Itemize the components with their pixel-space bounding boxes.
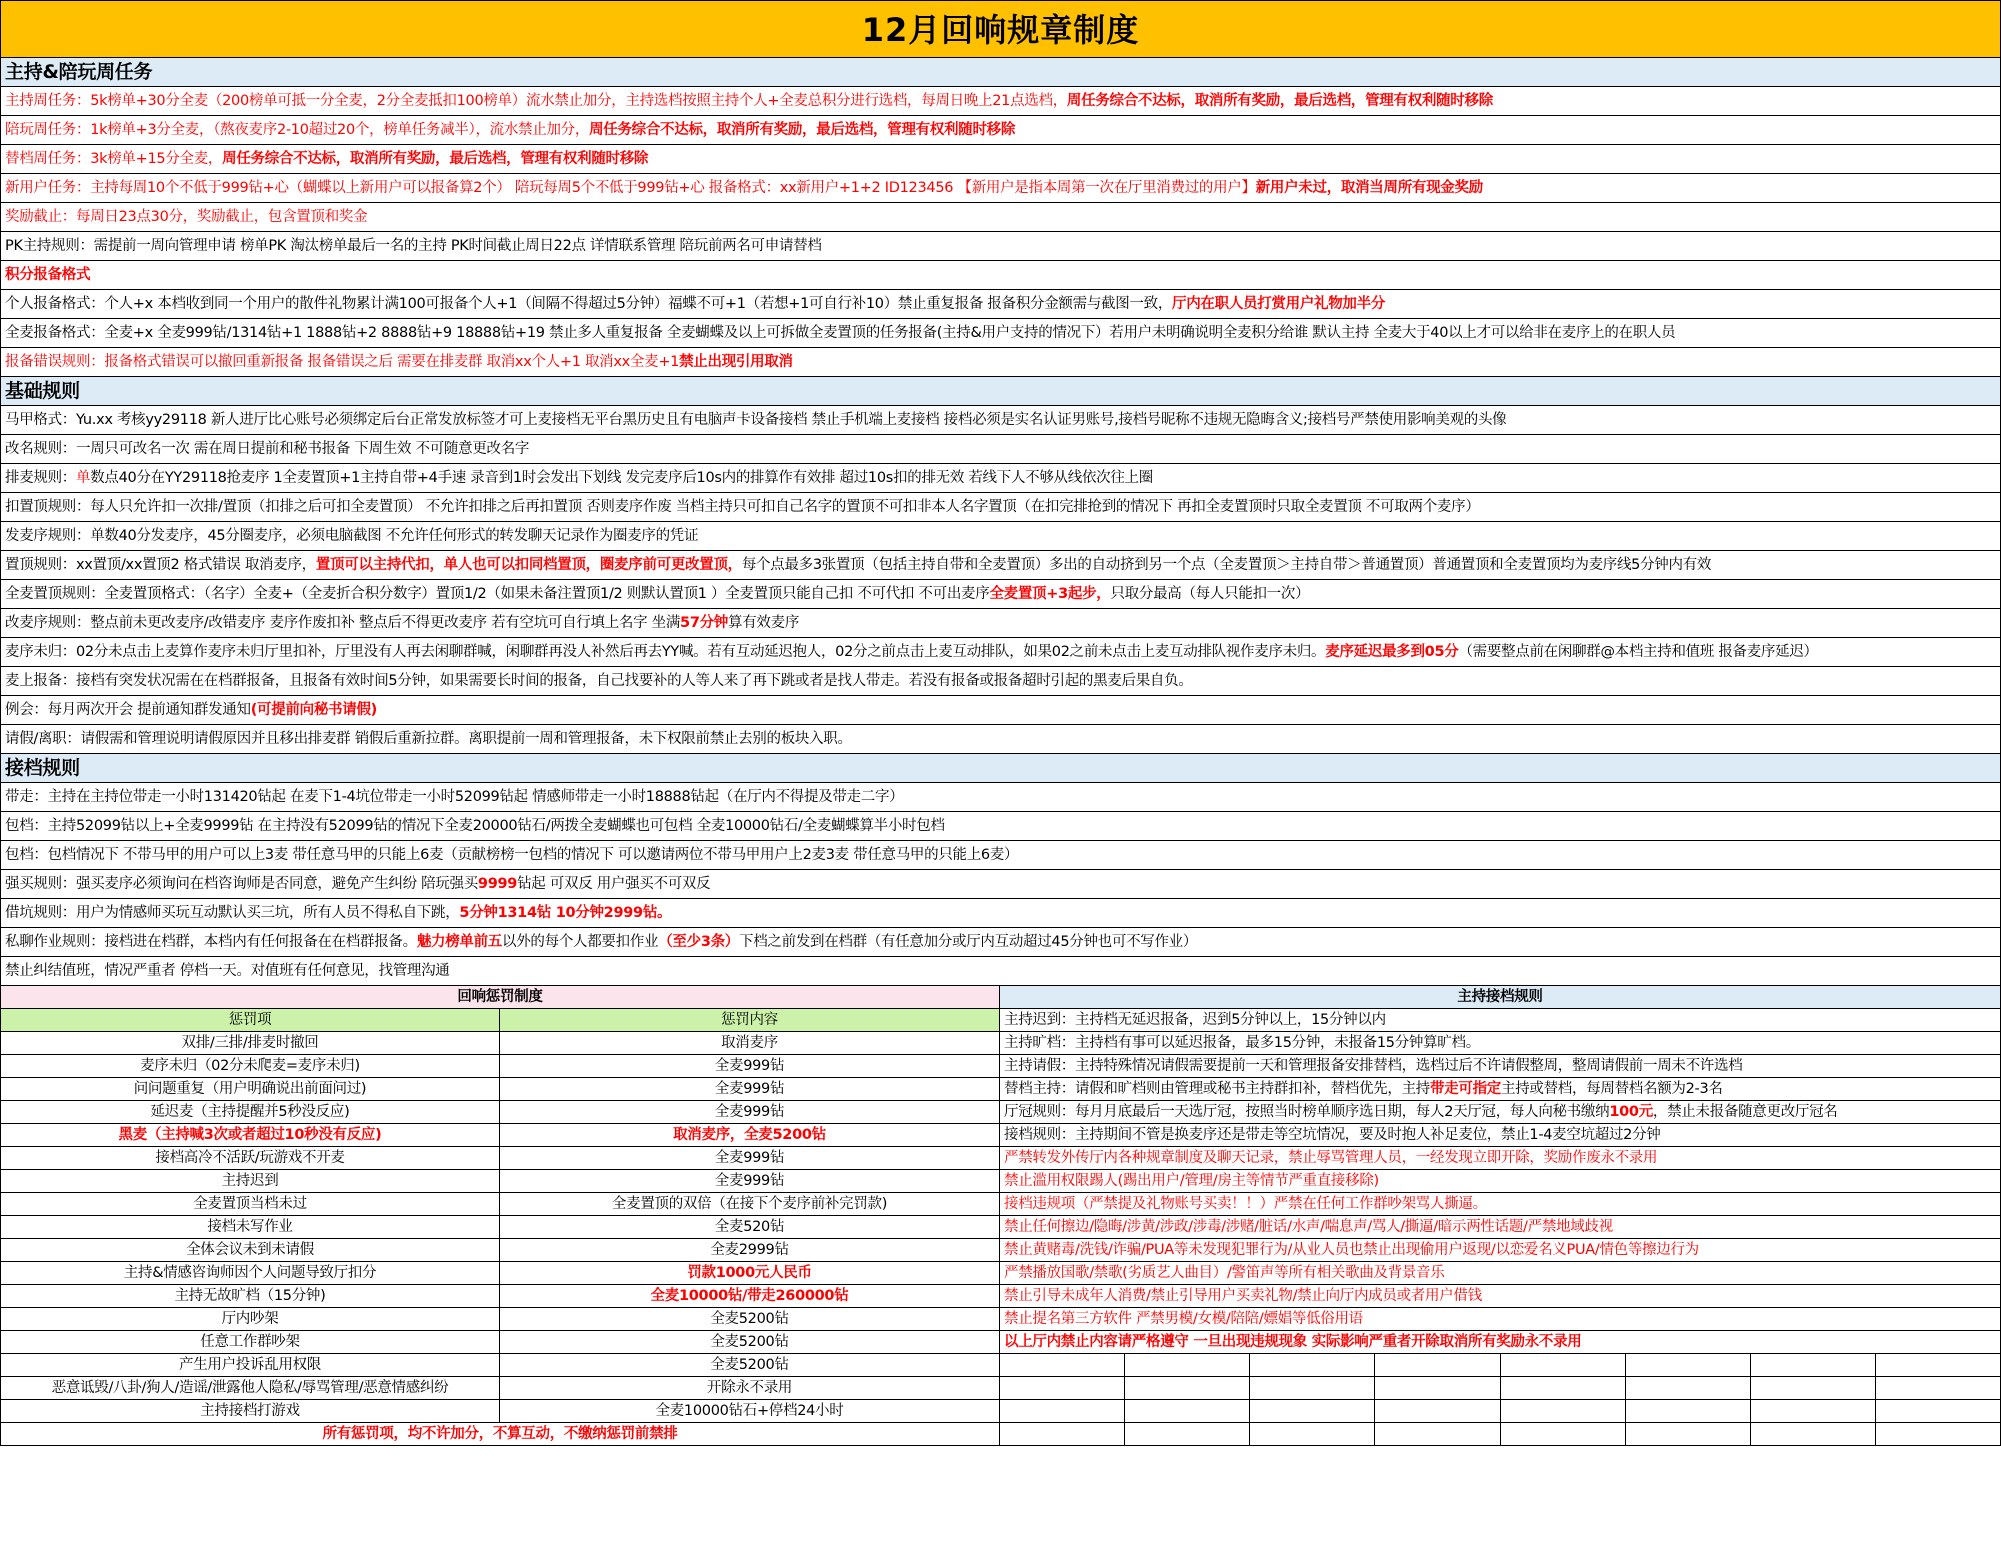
task-rule-row	[0, 348, 2001, 377]
rule-text: 主持请假：主持特殊情况请假需要提前一天和管理报备安排替档，选档过后不许请假整周，整周请假前一周未不许选档	[1004, 1058, 1743, 1074]
host-rule-row	[1000, 1285, 2001, 1308]
task-rule-row	[0, 87, 2001, 116]
empty-cell	[1250, 1423, 1375, 1446]
rule-text: 数点40分在YY29118抢麦序 1全麦置顶+1主持自带+4手速 录音到1时会发出下划线 发完麦序后10s内的排算作有效排 超过10s扣的排无效 若线下人不够从线依次往上圈	[90, 470, 1153, 486]
service-rule-row	[0, 928, 2001, 957]
empty-cell	[1876, 1400, 2001, 1423]
rule-text: 私聊作业规则：接档进在档群，本档内有任何报备在在档群报备。	[5, 934, 417, 950]
penalty-content: 全麦999钻	[500, 1101, 1000, 1124]
rule-text: 麦序延迟最多到05分	[1325, 644, 1459, 660]
empty-cell	[1125, 1400, 1250, 1423]
penalty-content: 全麦5200钻	[500, 1308, 1000, 1331]
rule-text: 以上厅内禁止内容请严格遵守 一旦出现违规现象 实际影响严重者开除取消所有奖励永不录用	[1004, 1334, 1582, 1350]
rule-text: 全麦报备格式：全麦+x 全麦999钻/1314钻+1 1888钻+2 8888钻+9 18888钻+19 禁止多人重复报备 全麦蝴蝶及以上可拆做全麦置顶的任务报备(主持&用户支持的情况下）若用户未明确说明全麦积分给谁 默认主持 全麦大于40以上才可以给非在麦序上的在职人员	[5, 325, 1676, 341]
empty-cell	[1000, 1423, 1125, 1446]
task-rule-row	[0, 116, 2001, 145]
rule-text: 置顶规则：xx置顶/xx置顶2 格式错误 取消麦序，	[5, 557, 316, 573]
rule-text: 禁止提名第三方软件 严禁男模/女模/陪陪/嫖娼等低俗用语	[1004, 1311, 1363, 1327]
service-rule-row	[0, 841, 2001, 870]
penalty-content: 全麦10000钻/带走260000钻	[500, 1285, 1000, 1308]
empty-cell	[1876, 1423, 2001, 1446]
task-rule-row	[0, 290, 2001, 319]
rule-text: 厅内在职人员打赏用户礼物加半分	[1172, 296, 1386, 312]
rule-text: 周任务综合不达标，取消所有奖励，最后选档，管理有权利随时移除	[589, 122, 1016, 138]
penalty-content: 全麦5200钻	[500, 1354, 1000, 1377]
task-rule-row	[0, 174, 2001, 203]
empty-cell	[1125, 1423, 1250, 1446]
penalty-content: 取消麦序，全麦5200钻	[500, 1124, 1000, 1147]
basic-rule-row	[0, 725, 2001, 754]
rule-text: (可提前向秘书请假)	[250, 702, 377, 718]
rule-text: 禁止出现引用取消	[679, 354, 793, 370]
empty-cell	[1626, 1423, 1751, 1446]
section-header-basic: 基础规则	[0, 377, 2001, 406]
penalty-content: 全麦置顶的双倍（在接下个麦序前补完罚款)	[500, 1193, 1000, 1216]
penalty-item: 双排/三排/排麦时撤回	[0, 1032, 500, 1055]
host-rule-row	[1000, 1239, 2001, 1262]
penalty-col-item: 惩罚项	[0, 1009, 500, 1032]
rule-text: 报备错误规则：报备格式错误可以撤回重新报备 报备错误之后 需要在排麦群 取消xx个人+1 取消xx全麦+1	[5, 354, 680, 370]
empty-cell	[1000, 1354, 1125, 1377]
rule-text: 以外的每个人都要扣作业	[502, 934, 659, 950]
host-rule-row	[1000, 1009, 2001, 1032]
rule-text: （需要整点前在闲聊群@本档主持和值班 报备麦序延迟）	[1458, 644, 1818, 660]
empty-cell	[1375, 1377, 1500, 1400]
rule-text: 积分报备格式	[5, 267, 91, 283]
penalty-item: 全体会议未到未请假	[0, 1239, 500, 1262]
host-rule-row	[1000, 1262, 2001, 1285]
penalty-item: 厅内吵架	[0, 1308, 500, 1331]
basic-rule-row	[0, 435, 2001, 464]
rule-text: 麦上报备：接档有突发状况需在在档群报备，且报备有效时间5分钟，如果需要长时间的报备，自己找要补的人等人来了再下跳或者是找人带走。若没有报备或报备超时引起的黑麦后果自负。	[5, 673, 1193, 689]
task-rule-row	[0, 319, 2001, 348]
penalty-item: 产生用户投诉乱用权限	[0, 1354, 500, 1377]
rule-text: 严禁播放国歌/禁歌(劣质艺人曲目）/警笛声等所有相关歌曲及背景音乐	[1004, 1265, 1445, 1281]
penalty-content: 开除永不录用	[500, 1377, 1000, 1400]
host-rule-row	[1000, 1308, 2001, 1331]
penalty-item: 全麦置顶当档未过	[0, 1193, 500, 1216]
host-rule-row	[1000, 1032, 2001, 1055]
rule-text: 奖励截止：每周日23点30分，奖励截止，包含置顶和奖金	[5, 209, 368, 225]
empty-cell	[1000, 1377, 1125, 1400]
rule-text: 禁止引导未成年人消费/禁止引导用户买卖礼物/禁止向厅内成员或者用户借钱	[1004, 1288, 1482, 1304]
empty-cell	[1125, 1354, 1250, 1377]
penalty-item: 主持迟到	[0, 1170, 500, 1193]
rule-text: 主持旷档：主持档有事可以延迟报备，最多15分钟，未报备15分钟算旷档。	[1004, 1035, 1480, 1051]
empty-cell	[1751, 1400, 1876, 1423]
rule-text: 替档主持：请假和旷档则由管理或秘书主持群扣补，替档优先，主持	[1004, 1081, 1430, 1097]
rule-text: 下档之前发到在档群（有任意加分或厅内互动超过45分钟也可不写作业）	[739, 934, 1198, 950]
rule-text: 禁止任何擦边/隐晦/涉黄/涉政/涉毒/涉赌/脏话/水声/喘息声/骂人/撕逼/暗示两性话题/严禁地域歧视	[1004, 1219, 1613, 1235]
basic-rule-row	[0, 696, 2001, 725]
penalty-content: 罚款1000元人民币	[500, 1262, 1000, 1285]
empty-cell	[1626, 1377, 1751, 1400]
rule-text: 禁止纠结值班，情况严重者 停档一天。对值班有任何意见，找管理沟通	[5, 963, 450, 979]
empty-cell	[1250, 1400, 1375, 1423]
rule-text: 替档周任务：3k榜单+15分全麦，	[5, 151, 223, 167]
rule-text: 57分钟	[680, 615, 729, 631]
rule-text: 接档违规项（严禁提及礼物账号买卖！！）严禁在任何工作群吵架骂人撕逼。	[1004, 1196, 1487, 1212]
penalty-content: 全麦999钻	[500, 1055, 1000, 1078]
rule-text: 主持或替档，每周替档名额为2-3名	[1501, 1081, 1723, 1097]
empty-cell	[1250, 1377, 1375, 1400]
empty-cell	[1000, 1400, 1125, 1423]
rule-text: 新用户未过，取消当周所有现金奖励	[1255, 180, 1483, 196]
empty-cell	[1501, 1400, 1626, 1423]
service-rule-row	[0, 812, 2001, 841]
penalty-content: 全麦999钻	[500, 1147, 1000, 1170]
host-rule-row	[1000, 1193, 2001, 1216]
rule-text: 带走可指定	[1430, 1081, 1501, 1097]
rule-text: 钻起 可双反 用户强买不可双反	[517, 876, 711, 892]
penalty-item: 问问题重复（用户明确说出前面问过)	[0, 1078, 500, 1101]
penalty-item: 黑麦（主持喊3次或者超过10秒没有反应)	[0, 1124, 500, 1147]
basic-rule-row	[0, 464, 2001, 493]
rule-text: 发麦序规则：单数40分发麦序，45分圈麦序，必须电脑截图 不允许任何形式的转发聊天记录作为圈麦序的凭证	[5, 528, 699, 544]
rule-text: 改名规则：一周只可改名一次 需在周日提前和秘书报备 下周生效 不可随意更改名字	[5, 441, 530, 457]
penalty-content: 全麦520钻	[500, 1216, 1000, 1239]
empty-cell	[1501, 1354, 1626, 1377]
penalty-item: 麦序未归（02分未爬麦=麦序未归)	[0, 1055, 500, 1078]
penalty-content: 全麦999钻	[500, 1078, 1000, 1101]
rule-text: （至少3条）	[658, 934, 740, 950]
rule-text: 每个点最多3张置顶（包括主持自带和全麦置顶）多出的自动挤到另一个点（全麦置顶＞主持自带＞普通置顶）普通置顶和全麦置顶均为麦序线5分钟内有效	[741, 557, 1712, 573]
service-rule-row	[0, 870, 2001, 899]
rule-text: 包档：主持52099钻以上+全麦9999钻 在主持没有52099钻的情况下全麦20000钻石/两拨全麦蝴蝶也可包档 全麦10000钻石/全麦蝴蝶算半小时包档	[5, 818, 945, 834]
penalty-item: 延迟麦（主持提醒并5秒没反应)	[0, 1101, 500, 1124]
basic-rule-row	[0, 406, 2001, 435]
page-title: 12月回响规章制度	[0, 0, 2001, 58]
task-rule-row	[0, 232, 2001, 261]
service-rule-row	[0, 957, 2001, 986]
service-rule-row	[0, 783, 2001, 812]
empty-cell	[1125, 1377, 1250, 1400]
task-rule-row	[0, 261, 2001, 290]
basic-rule-row	[0, 522, 2001, 551]
rule-text: 全麦置顶+3起步，	[989, 586, 1111, 602]
rule-text: 扣置顶规则：每人只允许扣一次排/置顶（扣排之后可扣全麦置顶） 不允许扣排之后再扣置顶 否则麦序作废 当档主持只可扣自己名字的置顶不可扣非本人名字置顶（在扣完排抢到的情况下 再扣全麦置顶时只取全麦置顶 不可取两个麦序）	[5, 499, 1480, 515]
rule-text: 请假/离职：请假需和管理说明请假原因并且移出排麦群 销假后重新拉群。离职提前一周和管理报备，未下权限前禁止去别的板块入职。	[5, 731, 852, 747]
rule-text: 例会：每月两次开会 提前通知群发通知	[5, 702, 251, 718]
penalty-content: 全麦2999钻	[500, 1239, 1000, 1262]
rule-text: 马甲格式：Yu.xx 考核yy29118 新人进厅比心账号必须绑定后台正常发放标签才可上麦接档无平台黑历史且有电脑声卡设备接档 禁止手机端上麦接档 接档必须是实名认证男账号,接档号昵称不违规无隐晦含义;接档号严禁使用影响美观的头像	[5, 412, 1507, 428]
rule-text: 禁止滥用权限踢人(踢出用户/管理/房主等情节严重直接移除)	[1004, 1173, 1379, 1189]
rule-text: 9999	[477, 876, 518, 892]
service-rule-row	[0, 899, 2001, 928]
rule-text: 陪玩周任务：1k榜单+3分全麦，（熬夜麦序2-10超过20个，榜单任务减半），流水禁止加分，	[5, 122, 590, 138]
rule-text: 周任务综合不达标，取消所有奖励，最后选档，管理有权利随时移除	[222, 151, 649, 167]
rule-text: 带走：主持在主持位带走一小时131420钻起 在麦下1-4坑位带走一小时52099钻起 情感师带走一小时18888钻起（在厅内不得提及带走二字）	[5, 789, 904, 805]
penalty-item: 主持接档打游戏	[0, 1400, 500, 1423]
rule-text: ，禁止未报备随意更改厅冠名	[1652, 1104, 1838, 1120]
penalty-item: 主持无故旷档（15分钟)	[0, 1285, 500, 1308]
host-rule-row	[1000, 1216, 2001, 1239]
host-rule-row	[1000, 1078, 2001, 1101]
empty-cell	[1375, 1354, 1500, 1377]
empty-cell	[1250, 1354, 1375, 1377]
penalty-item: 接档未写作业	[0, 1216, 500, 1239]
task-rule-row	[0, 203, 2001, 232]
empty-cell	[1876, 1354, 2001, 1377]
basic-rule-row	[0, 638, 2001, 667]
host-rule-row	[1000, 1331, 2001, 1354]
basic-rule-row	[0, 493, 2001, 522]
rule-text: 强买规则：强买麦序必须询问在档咨询师是否同意，避免产生纠纷 陪玩强买	[5, 876, 478, 892]
rule-text: 严禁转发外传厅内各种规章制度及聊天记录，禁止辱骂管理人员，一经发现立即开除，奖励作废永不录用	[1004, 1150, 1658, 1166]
section-header-task: 主持&陪玩周任务	[0, 58, 2001, 87]
rule-text: 厅冠规则：每月月底最后一天选厅冠，按照当时榜单顺序选日期，每人2天厅冠，每人向秘书缴纳	[1004, 1104, 1610, 1120]
rule-text: 借坑规则：用户为情感师买玩互动默认买三坑，所有人员不得私自下跳，	[5, 905, 460, 921]
rule-text: 排麦规则：	[5, 470, 76, 486]
penalty-content: 全麦999钻	[500, 1170, 1000, 1193]
basic-rule-row	[0, 551, 2001, 580]
host-rule-row	[1000, 1124, 2001, 1147]
basic-rule-row	[0, 580, 2001, 609]
rule-text: 周任务综合不达标，取消所有奖励，最后选档，管理有权利随时移除	[1066, 93, 1493, 109]
rule-text: 主持周任务：5k榜单+30分全麦（200榜单可抵一分全麦，2分全麦抵扣100榜单）流水禁止加分，主持选档按照主持个人+全麦总积分进行选档，每周日晚上21点选档，	[5, 93, 1067, 109]
rule-text: 个人报备格式：个人+x 本档收到同一个用户的散件礼物累计满100可报备个人+1（间隔不得超过5分钟）福蝶不可+1（若想+1可自行补10）禁止重复报备 报备积分金额需与截图一致，	[5, 296, 1173, 312]
penalty-item: 恶意诋毁/八卦/狗人/造谣/泄露他人隐私/辱骂管理/恶意情感纠纷	[0, 1377, 500, 1400]
host-rules-title: 主持接档规则	[1000, 986, 2001, 1009]
penalty-footer: 所有惩罚项，均不许加分，不算互动，不缴纳惩罚前禁排	[0, 1423, 1000, 1446]
rule-text: 麦序未归：02分未点击上麦算作麦序未归厅里扣补，厅里没有人再去闲聊群喊，闲聊群再没人补然后再去YY喊。若有互动延迟抱人，02分之前点击上麦互动排队，如果02之前未点击上麦互动排队视作麦序未归。	[5, 644, 1326, 660]
rule-text: 改麦序规则：整点前未更改麦序/改错麦序 麦序作废扣补 整点后不得更改麦序 若有空坑可自行填上名字 坐满	[5, 615, 681, 631]
rule-text: 包档：包档情况下 不带马甲的用户可以上3麦 带任意马甲的只能上6麦（贡献榜榜一包档的情况下 可以邀请两位不带马甲用户上2麦3麦 带任意马甲的只能上6麦）	[5, 847, 1019, 863]
penalty-content: 全麦10000钻石+停档24小时	[500, 1400, 1000, 1423]
empty-cell	[1501, 1423, 1626, 1446]
rule-text: PK主持规则：需提前一周向管理申请 榜单PK 淘汰榜单最后一名的主持 PK时间截止周日22点 详情联系管理 陪玩前两名可申请替档	[5, 238, 822, 254]
rule-text: 置顶可以主持代扣，单人也可以扣同档置顶，圈麦序前可更改置顶，	[315, 557, 742, 573]
rule-text: 接档规则：主持期间不管是换麦序还是带走等空坑情况，要及时抱人补足麦位，禁止1-4麦空坑超过2分钟	[1004, 1127, 1661, 1143]
penalty-content: 全麦5200钻	[500, 1331, 1000, 1354]
empty-cell	[1876, 1377, 2001, 1400]
empty-cell	[1626, 1354, 1751, 1377]
rule-text: 只取分最高（每人只能扣一次）	[1110, 586, 1310, 602]
section-header-service: 接档规则	[0, 754, 2001, 783]
rule-text: 全麦置顶规则：全麦置顶格式：（名字）全麦+（全麦折合积分数字）置顶1/2（如果未备注置顶1/2 则默认置顶1 ）全麦置顶只能自己扣 不可代扣 不可出麦序	[5, 586, 990, 602]
penalty-col-content: 惩罚内容	[500, 1009, 1000, 1032]
empty-cell	[1375, 1423, 1500, 1446]
rule-text: 新用户任务：主持每周10个不低于999钻+心（蝴蝶以上新用户可以报备算2个） 陪玩每周5个不低于999钻+心 报备格式：xx新用户+1+2 ID123456 【新用户是指本周第一次在厅里消费过的用户】	[5, 180, 1256, 196]
rule-text: 魅力榜单前五	[416, 934, 503, 950]
basic-rule-row	[0, 667, 2001, 696]
penalty-item: 主持&情感咨询师因个人问题导致厅扣分	[0, 1262, 500, 1285]
basic-rule-row	[0, 609, 2001, 638]
host-rule-row	[1000, 1170, 2001, 1193]
rule-text: 单	[76, 470, 91, 486]
empty-cell	[1751, 1423, 1876, 1446]
penalty-item: 接档高冷不活跃/玩游戏不开麦	[0, 1147, 500, 1170]
rule-text: 算有效麦序	[728, 615, 800, 631]
rule-text: 主持迟到：主持档无延迟报备，迟到5分钟以上，15分钟以内	[1004, 1012, 1386, 1028]
empty-cell	[1751, 1377, 1876, 1400]
empty-cell	[1375, 1400, 1500, 1423]
penalty-content: 取消麦序	[500, 1032, 1000, 1055]
host-rule-row	[1000, 1055, 2001, 1078]
rule-text: 禁止黄赌毒/洗钱/诈骗/PUA等未发现犯罪行为/从业人员也禁止出现偷用户返现/以恋爱名义PUA/情色等擦边行为	[1004, 1242, 1699, 1258]
penalty-item: 任意工作群吵架	[0, 1331, 500, 1354]
empty-cell	[1751, 1354, 1876, 1377]
rule-text: 5分钟1314钻 10分钟2999钻。	[459, 905, 672, 921]
penalty-table-title: 回响惩罚制度	[0, 986, 1000, 1009]
host-rule-row	[1000, 1147, 2001, 1170]
rule-text: 100元	[1609, 1104, 1653, 1120]
empty-cell	[1501, 1377, 1626, 1400]
empty-cell	[1626, 1400, 1751, 1423]
host-rule-row	[1000, 1101, 2001, 1124]
task-rule-row	[0, 145, 2001, 174]
